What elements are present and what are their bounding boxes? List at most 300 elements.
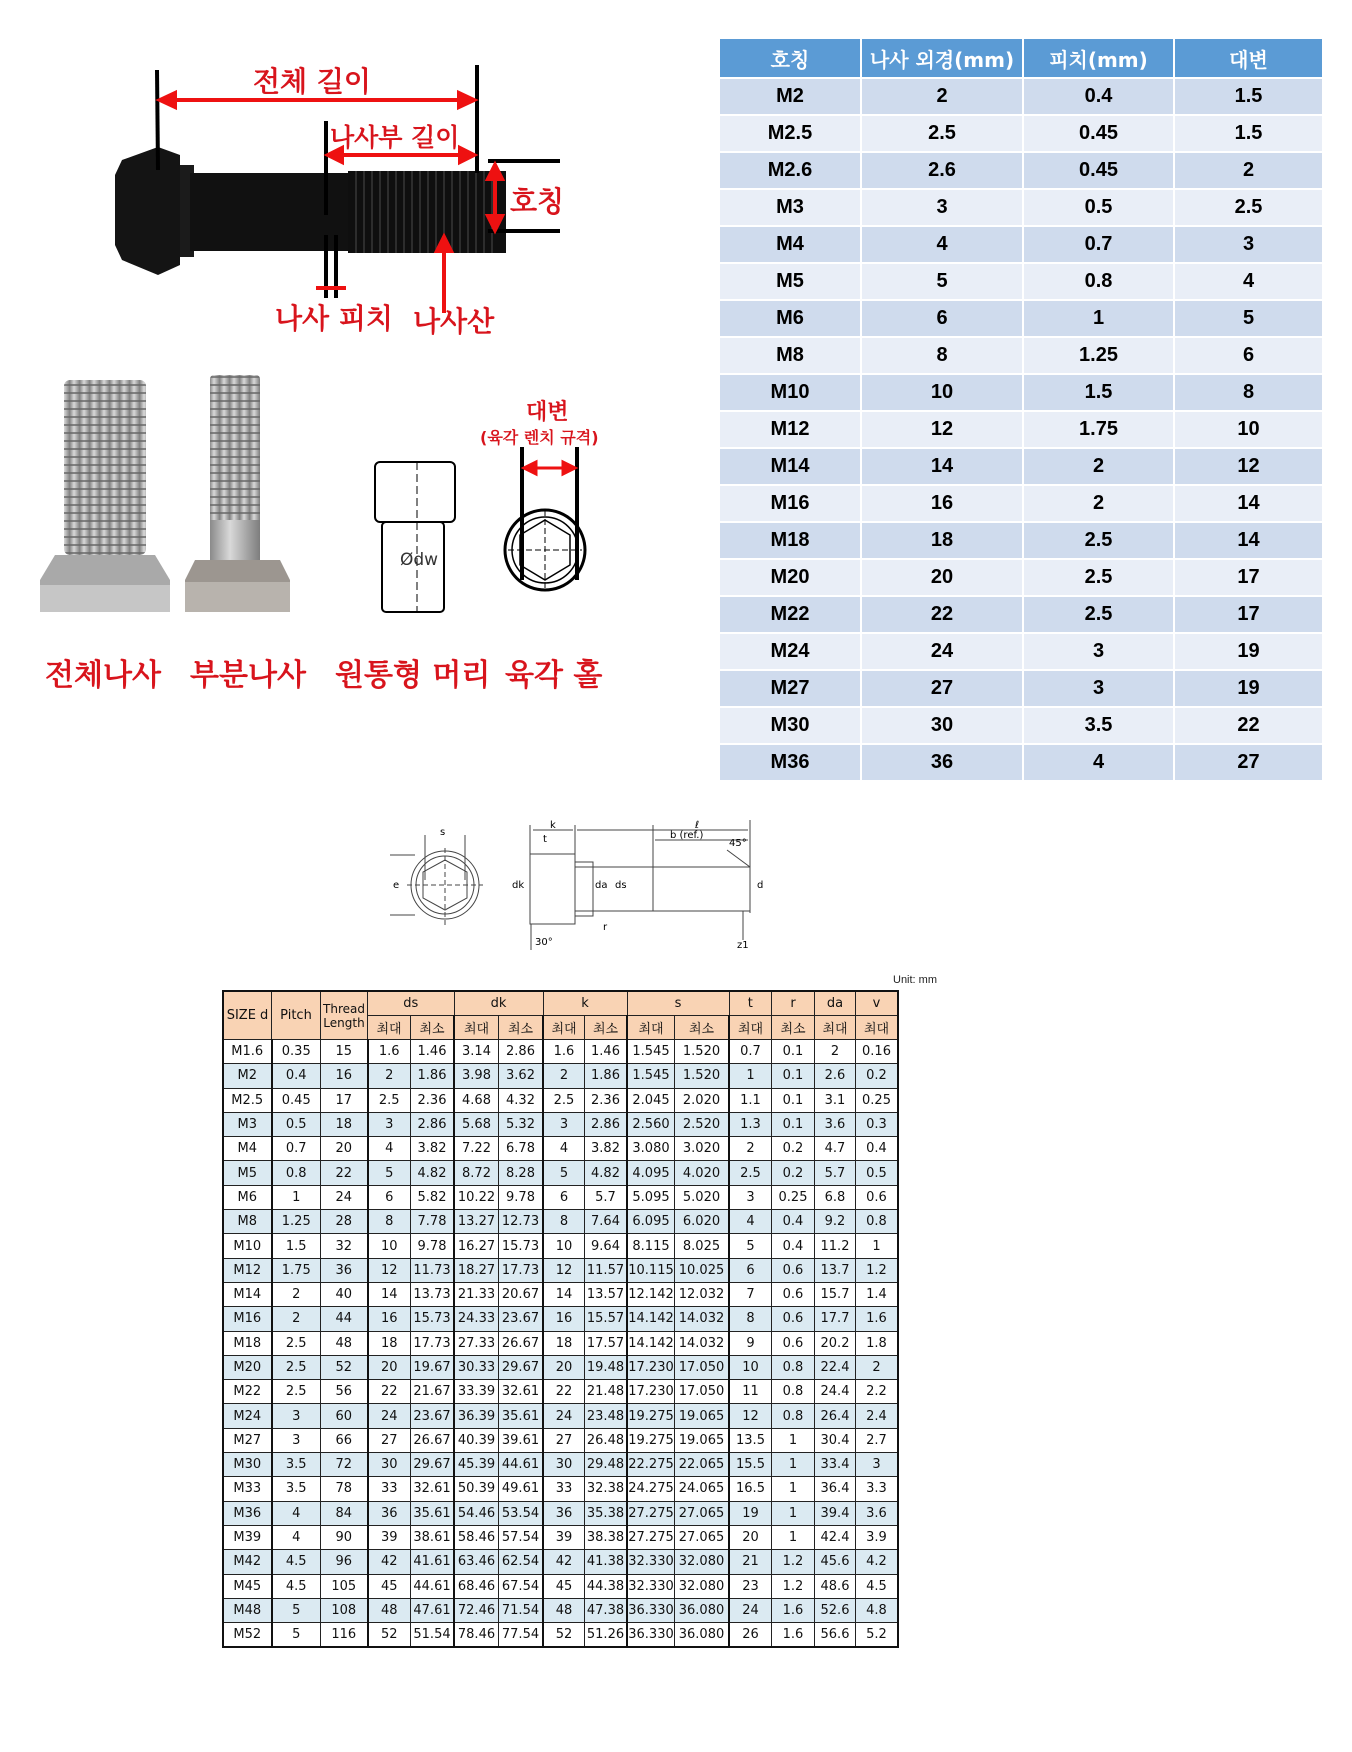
cell-nominal: M22	[720, 597, 860, 632]
table-cell: 16	[543, 1307, 585, 1331]
table-cell: 14	[543, 1282, 585, 1306]
table-cell: 17.050	[675, 1355, 730, 1379]
table-cell: 17.7	[815, 1307, 856, 1331]
col-header-nominal: 호칭	[720, 39, 860, 77]
col-subheader-max: 최대	[543, 1016, 585, 1040]
table-cell: 3	[543, 1112, 585, 1136]
cell-width-across-flats: 1.5	[1175, 79, 1322, 114]
table-cell: 4.020	[675, 1161, 730, 1185]
table-cell: 2	[272, 1282, 321, 1306]
table-cell: 62.54	[499, 1550, 544, 1574]
table-cell: 2.36	[585, 1088, 628, 1112]
table-cell: 24	[368, 1404, 411, 1428]
total-length-label: 전체 길이	[253, 65, 371, 98]
table-cell: 4	[368, 1137, 411, 1161]
col-header-size: SIZE d	[223, 991, 272, 1040]
table-cell: 2.5	[543, 1088, 585, 1112]
table-cell: 116	[321, 1623, 368, 1648]
table-row	[223, 1040, 898, 1064]
table-cell: 23.67	[411, 1404, 455, 1428]
col-subheader-max: 최대	[454, 1016, 499, 1040]
table-cell: 2.86	[411, 1112, 455, 1136]
table-cell: 5.095	[627, 1185, 675, 1209]
table-row	[223, 1550, 898, 1574]
table-cell: 21.48	[585, 1380, 628, 1404]
col-header-v: v	[856, 991, 899, 1016]
cell-pitch: 1.5	[1024, 375, 1173, 410]
table-cell: 0.4	[272, 1064, 321, 1088]
table-row	[223, 1064, 898, 1088]
table-cell: 4	[272, 1525, 321, 1549]
table-cell: 35.38	[585, 1501, 628, 1525]
table-cell: 21	[729, 1550, 772, 1574]
width-across-flats-label: 대변	[526, 400, 569, 425]
table-cell: M42	[223, 1550, 272, 1574]
socket-head-cap-screw-drawing	[385, 790, 805, 960]
cell-nominal: M30	[720, 708, 860, 743]
cell-outer-diameter: 3	[862, 190, 1022, 225]
table-row	[720, 597, 1322, 632]
table-row	[223, 1477, 898, 1501]
table-cell: 13.27	[454, 1210, 499, 1234]
table-cell: 3.5	[272, 1453, 321, 1477]
table-cell: 3.3	[856, 1477, 899, 1501]
table-cell: 9.78	[411, 1234, 455, 1258]
table-cell: 4.32	[499, 1088, 544, 1112]
table-cell: 15.7	[815, 1282, 856, 1306]
full-thread-bolt-photo	[40, 380, 170, 612]
table-cell: 45	[368, 1574, 411, 1598]
table-cell: 0.5	[856, 1161, 899, 1185]
table-cell: 36.330	[627, 1623, 675, 1648]
table-cell: M14	[223, 1282, 272, 1306]
table-cell: 1.2	[856, 1258, 899, 1282]
dw-label: Ødw	[400, 550, 439, 570]
table-cell: 0.8	[772, 1380, 815, 1404]
cell-outer-diameter: 2.5	[862, 116, 1022, 151]
table-cell: 9	[729, 1331, 772, 1355]
table-cell: 27	[543, 1428, 585, 1452]
table-row	[223, 1525, 898, 1549]
table-cell: 6.8	[815, 1185, 856, 1209]
table-row	[223, 1282, 898, 1306]
table-cell: 17.050	[675, 1380, 730, 1404]
table-cell: 72	[321, 1453, 368, 1477]
table-cell: M3	[223, 1112, 272, 1136]
cell-outer-diameter: 20	[862, 560, 1022, 595]
table-cell: 53.54	[499, 1501, 544, 1525]
caption-full-thread: 전체나사	[45, 658, 161, 693]
table-cell: 42	[543, 1550, 585, 1574]
table-cell: 0.2	[772, 1137, 815, 1161]
cell-outer-diameter: 36	[862, 745, 1022, 780]
table-cell: M20	[223, 1355, 272, 1379]
table-cell: 11.2	[815, 1234, 856, 1258]
cell-width-across-flats: 14	[1175, 486, 1322, 521]
table-cell: 10.115	[627, 1258, 675, 1282]
table-cell: M8	[223, 1210, 272, 1234]
cell-nominal: M2	[720, 79, 860, 114]
table-cell: 17.73	[499, 1258, 544, 1282]
table-cell: 33	[543, 1477, 585, 1501]
table-cell: M30	[223, 1453, 272, 1477]
table-cell: 3	[729, 1185, 772, 1209]
table-cell: 9.2	[815, 1210, 856, 1234]
table-cell: 27.065	[675, 1525, 730, 1549]
table-cell: 105	[321, 1574, 368, 1598]
table-cell: 19.065	[675, 1404, 730, 1428]
cell-width-across-flats: 10	[1175, 412, 1322, 447]
table-cell: 0.7	[272, 1137, 321, 1161]
cell-width-across-flats: 2	[1175, 153, 1322, 188]
table-cell: M45	[223, 1574, 272, 1598]
cell-width-across-flats: 1.5	[1175, 116, 1322, 151]
col-header-t: t	[729, 991, 772, 1016]
table-cell: 22.275	[627, 1453, 675, 1477]
col-subheader-min: 최소	[499, 1016, 544, 1040]
table-cell: 36.4	[815, 1477, 856, 1501]
cell-nominal: M10	[720, 375, 860, 410]
table-cell: 1.5	[272, 1234, 321, 1258]
table-row	[720, 116, 1322, 151]
table-cell: 0.4	[856, 1137, 899, 1161]
table-cell: 13.73	[411, 1282, 455, 1306]
table-row	[720, 375, 1322, 410]
cell-outer-diameter: 14	[862, 449, 1022, 484]
table-cell: 30.33	[454, 1355, 499, 1379]
table-cell: 0.8	[772, 1355, 815, 1379]
table-cell: 3.82	[585, 1137, 628, 1161]
cell-width-across-flats: 22	[1175, 708, 1322, 743]
table-cell: 48.6	[815, 1574, 856, 1598]
table-cell: 1	[772, 1525, 815, 1549]
table-cell: 0.1	[772, 1064, 815, 1088]
cell-nominal: M27	[720, 671, 860, 706]
partial-thread-bolt-photo	[185, 375, 290, 612]
table-row	[223, 1210, 898, 1234]
dim-l: ℓ	[695, 820, 700, 831]
table-cell: 1.520	[675, 1064, 730, 1088]
table-cell: 36	[368, 1501, 411, 1525]
table-cell: 5	[272, 1623, 321, 1648]
table-cell: 6	[543, 1185, 585, 1209]
cell-pitch: 2	[1024, 449, 1173, 484]
table-cell: 27.275	[627, 1501, 675, 1525]
table-cell: 2.4	[856, 1404, 899, 1428]
table-cell: 56.6	[815, 1623, 856, 1648]
table-cell: 22	[543, 1380, 585, 1404]
table-row	[223, 1428, 898, 1452]
cylinder-head-drawing	[375, 462, 455, 612]
table-cell: 39	[543, 1525, 585, 1549]
table-cell: 39	[368, 1525, 411, 1549]
table-cell: 13.5	[729, 1428, 772, 1452]
table-cell: 52	[543, 1623, 585, 1648]
table-cell: 22.4	[815, 1355, 856, 1379]
cell-pitch: 2.5	[1024, 560, 1173, 595]
table-cell: 0.7	[729, 1040, 772, 1064]
table-row	[720, 190, 1322, 225]
table-cell: 14.032	[675, 1307, 730, 1331]
table-cell: 20	[543, 1355, 585, 1379]
table-cell: 56	[321, 1380, 368, 1404]
dim-t: t	[543, 834, 547, 845]
table-cell: 2	[543, 1064, 585, 1088]
table-cell: 51.26	[585, 1623, 628, 1648]
table-cell: 24.275	[627, 1477, 675, 1501]
table-cell: 33	[368, 1477, 411, 1501]
table-cell: 19	[729, 1501, 772, 1525]
table-cell: 32.38	[585, 1477, 628, 1501]
col-subheader-min: 최소	[585, 1016, 628, 1040]
table-cell: 50.39	[454, 1477, 499, 1501]
table-cell: M24	[223, 1404, 272, 1428]
table-cell: M36	[223, 1501, 272, 1525]
table-cell: M48	[223, 1598, 272, 1622]
cell-width-across-flats: 2.5	[1175, 190, 1322, 225]
table-row	[720, 338, 1322, 373]
table-cell: 1	[772, 1428, 815, 1452]
table-cell: 9.78	[499, 1185, 544, 1209]
cell-pitch: 0.45	[1024, 116, 1173, 151]
table-row	[223, 1331, 898, 1355]
table-row	[223, 1137, 898, 1161]
cell-nominal: M16	[720, 486, 860, 521]
table-cell: M2.5	[223, 1088, 272, 1112]
table-cell: 1	[856, 1234, 899, 1258]
table-cell: 84	[321, 1501, 368, 1525]
table-cell: 0.25	[856, 1088, 899, 1112]
table-cell: 77.54	[499, 1623, 544, 1648]
table-cell: 1.6	[772, 1623, 815, 1648]
table-row	[223, 1112, 898, 1136]
col-header-outer-diameter: 나사 외경(mm)	[862, 39, 1022, 77]
table-cell: 0.6	[772, 1307, 815, 1331]
cell-outer-diameter: 16	[862, 486, 1022, 521]
table-cell: 17.57	[585, 1331, 628, 1355]
table-cell: 36.330	[627, 1598, 675, 1622]
table-cell: 17.230	[627, 1355, 675, 1379]
table-row	[720, 227, 1322, 262]
table-cell: 24	[321, 1185, 368, 1209]
table-cell: 26.48	[585, 1428, 628, 1452]
dim-d: d	[757, 880, 764, 891]
cell-width-across-flats: 3	[1175, 227, 1322, 262]
table-cell: 17.73	[411, 1331, 455, 1355]
col-header-r: r	[772, 991, 815, 1016]
table-cell: 4.82	[411, 1161, 455, 1185]
table-cell: 26.67	[411, 1428, 455, 1452]
hex-wrench-size-note: (육각 렌치 규격)	[480, 428, 599, 447]
table-cell: 24.065	[675, 1477, 730, 1501]
table-cell: 0.4	[772, 1210, 815, 1234]
table-cell: 7.22	[454, 1137, 499, 1161]
cell-outer-diameter: 2.6	[862, 153, 1022, 188]
table-cell: 1.25	[272, 1210, 321, 1234]
table-cell: 60	[321, 1404, 368, 1428]
table-cell: 0.4	[772, 1234, 815, 1258]
table-cell: 51.54	[411, 1623, 455, 1648]
table-cell: 29.67	[499, 1355, 544, 1379]
table-cell: 1.6	[856, 1307, 899, 1331]
table-cell: 14.142	[627, 1307, 675, 1331]
table-cell: 29.67	[411, 1453, 455, 1477]
table-cell: 4	[729, 1210, 772, 1234]
table-cell: 66	[321, 1428, 368, 1452]
cell-nominal: M14	[720, 449, 860, 484]
table-cell: 0.6	[856, 1185, 899, 1209]
table-cell: 0.8	[272, 1161, 321, 1185]
col-subheader-max: 최대	[368, 1016, 411, 1040]
table-cell: 18	[368, 1331, 411, 1355]
table-cell: 5.68	[454, 1112, 499, 1136]
table-cell: 6.78	[499, 1137, 544, 1161]
cell-nominal: M4	[720, 227, 860, 262]
table-cell: 2.5	[272, 1355, 321, 1379]
col-header-thread-length: Thread Length	[321, 991, 368, 1040]
table-cell: 5.2	[856, 1623, 899, 1648]
table-cell: 2.020	[675, 1088, 730, 1112]
cell-outer-diameter: 24	[862, 634, 1022, 669]
table-cell: 40.39	[454, 1428, 499, 1452]
table-cell: 0.3	[856, 1112, 899, 1136]
table-cell: M4	[223, 1137, 272, 1161]
table-cell: 16	[321, 1064, 368, 1088]
table-cell: 8.115	[627, 1234, 675, 1258]
cell-pitch: 1.75	[1024, 412, 1173, 447]
table-row	[720, 671, 1322, 706]
table-cell: 44.61	[411, 1574, 455, 1598]
caption-hex-socket: 육각 홀	[505, 658, 603, 693]
table-cell: 5	[368, 1161, 411, 1185]
table-cell: 33.4	[815, 1453, 856, 1477]
cell-width-across-flats: 17	[1175, 560, 1322, 595]
table-row	[720, 449, 1322, 484]
table-cell: 4.7	[815, 1137, 856, 1161]
table-cell: 1	[772, 1477, 815, 1501]
cell-outer-diameter: 30	[862, 708, 1022, 743]
table-cell: 17.230	[627, 1380, 675, 1404]
cell-nominal: M3	[720, 190, 860, 225]
table-cell: 3	[856, 1453, 899, 1477]
table-cell: 1.2	[772, 1550, 815, 1574]
table-cell: 1.86	[585, 1064, 628, 1088]
table-cell: 2	[729, 1137, 772, 1161]
table-cell: 1.46	[585, 1040, 628, 1064]
table-cell: 3.98	[454, 1064, 499, 1088]
table-cell: 63.46	[454, 1550, 499, 1574]
table-cell: 2.520	[675, 1112, 730, 1136]
table-cell: 12.142	[627, 1282, 675, 1306]
table-cell: 36.080	[675, 1623, 730, 1648]
table-cell: 14.142	[627, 1331, 675, 1355]
table-cell: 1.6	[543, 1040, 585, 1064]
cell-outer-diameter: 4	[862, 227, 1022, 262]
table-cell: 23.67	[499, 1307, 544, 1331]
table-cell: 20	[729, 1525, 772, 1549]
table-cell: 0.6	[772, 1258, 815, 1282]
table-cell: 2.560	[627, 1112, 675, 1136]
col-header-dk: dk	[454, 991, 543, 1016]
table-row	[223, 1258, 898, 1282]
table-row	[223, 1161, 898, 1185]
table-cell: 48	[368, 1598, 411, 1622]
thread-pitch-label: 나사 피치	[275, 302, 393, 335]
table-cell: 6	[729, 1258, 772, 1282]
table-cell: 27.065	[675, 1501, 730, 1525]
dim-e: e	[393, 880, 400, 891]
table-cell: 1.86	[411, 1064, 455, 1088]
table-cell: 3.62	[499, 1064, 544, 1088]
bolt-dimension-diagram	[40, 55, 600, 355]
table-cell: 40	[321, 1282, 368, 1306]
table-cell: 67.54	[499, 1574, 544, 1598]
table-cell: 0.6	[772, 1282, 815, 1306]
table-cell: 3.82	[411, 1137, 455, 1161]
table-header-row-top	[223, 991, 898, 1016]
table-cell: 68.46	[454, 1574, 499, 1598]
cell-width-across-flats: 5	[1175, 301, 1322, 336]
nominal-size-label: 호칭	[510, 185, 565, 218]
cell-nominal: M5	[720, 264, 860, 299]
table-cell: 2	[856, 1355, 899, 1379]
table-row	[720, 79, 1322, 114]
table-cell: 52.6	[815, 1598, 856, 1622]
cell-width-across-flats: 6	[1175, 338, 1322, 373]
table-cell: 1	[272, 1185, 321, 1209]
cell-outer-diameter: 5	[862, 264, 1022, 299]
table-cell: 12.73	[499, 1210, 544, 1234]
table-cell: 1.545	[627, 1040, 675, 1064]
cell-nominal: M36	[720, 745, 860, 780]
dim-dk: dk	[512, 880, 525, 891]
table-cell: 28	[321, 1210, 368, 1234]
table-cell: 1.6	[772, 1598, 815, 1622]
col-subheader-max: 최대	[729, 1016, 772, 1040]
table-cell: 44.61	[499, 1453, 544, 1477]
table-cell: 24	[543, 1404, 585, 1428]
table-cell: 44	[321, 1307, 368, 1331]
table-cell: 15	[321, 1040, 368, 1064]
table-cell: 4.095	[627, 1161, 675, 1185]
table-cell: 26.4	[815, 1404, 856, 1428]
table-cell: 1.3	[729, 1112, 772, 1136]
table-cell: 1.8	[856, 1331, 899, 1355]
table-cell: 3.14	[454, 1040, 499, 1064]
cell-nominal: M20	[720, 560, 860, 595]
table-cell: 38.38	[585, 1525, 628, 1549]
table-cell: 12.032	[675, 1282, 730, 1306]
col-header-k: k	[543, 991, 627, 1016]
table-cell: 1	[772, 1453, 815, 1477]
table-cell: M12	[223, 1258, 272, 1282]
table-cell: 10.025	[675, 1258, 730, 1282]
table-cell: 2.86	[585, 1112, 628, 1136]
table-row	[223, 1088, 898, 1112]
table-cell: 12	[729, 1404, 772, 1428]
table-cell: 24.4	[815, 1380, 856, 1404]
table-cell: 8	[543, 1210, 585, 1234]
table-cell: 0.45	[272, 1088, 321, 1112]
cell-outer-diameter: 18	[862, 523, 1022, 558]
table-cell: 11.73	[411, 1258, 455, 1282]
table-cell: 14.032	[675, 1331, 730, 1355]
table-cell: 19.275	[627, 1428, 675, 1452]
table-cell: 30	[543, 1453, 585, 1477]
table-cell: 39.4	[815, 1501, 856, 1525]
table-cell: 12	[368, 1258, 411, 1282]
table-row	[720, 708, 1322, 743]
